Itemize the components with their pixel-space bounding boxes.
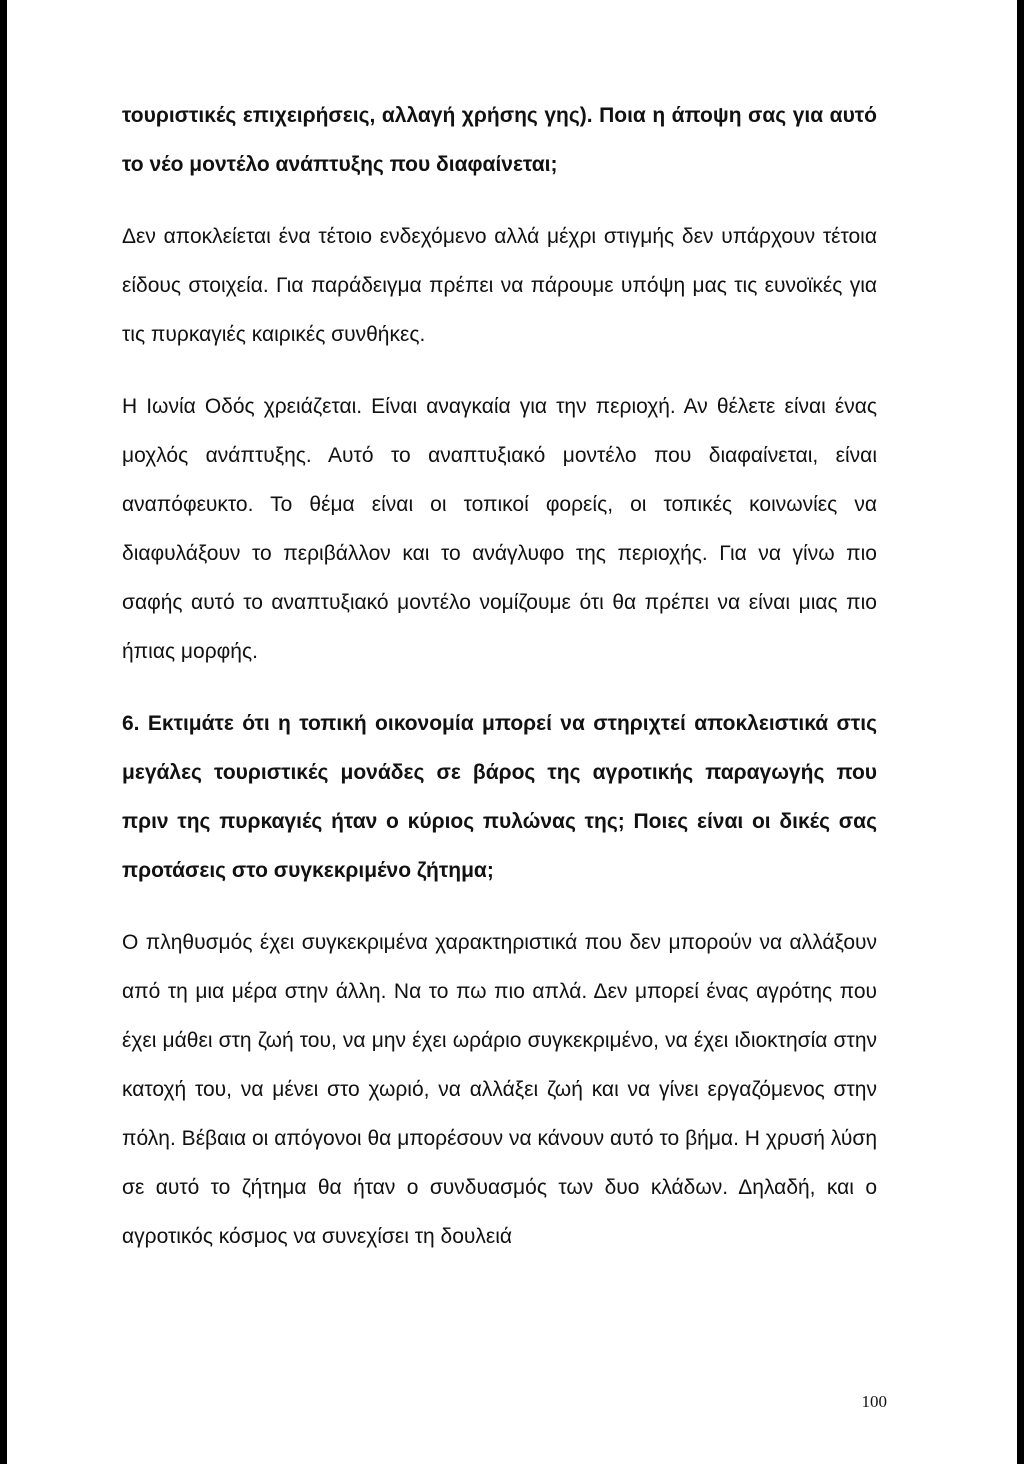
- paragraph-spacer: [122, 189, 877, 212]
- answer-paragraph: Η Ιωνία Οδός χρειάζεται. Είναι αναγκαία για την περιοχή. Αν θέλετε είναι ένας μοχλός ανάπτυξης. Αυτό το αναπτυξιακό μοντέλο που διαφαίνεται, είναι αναπόφευκτο. Το θέμα είναι οι τοπικοί φορείς, οι τοπικές κοινωνίες να διαφυλάξουν το περιβάλλον και το ανάγλυφο της περιοχής. Για να γίνω πιο σαφής αυτό το αναπτυξιακό μοντέλο νομίζουμε ότι θα πρέπει να είναι μιας πιο ήπιας μορφής.: [122, 395, 877, 663]
- paragraph-spacer: [122, 359, 877, 382]
- document-page: [7, 0, 1017, 1464]
- paragraph-spacer: [122, 895, 877, 918]
- question-paragraph: 6. Εκτιμάτε ότι η τοπική οικονομία μπορεί να στηριχτεί αποκλειστικά στις μεγάλες τουριστικές μονάδες σε βάρος της αγροτικής παραγωγής που πριν της πυρκαγιές ήταν ο κύριος πυλώνας της; Ποιες είναι οι δικές σας προτάσεις στο συγκεκριμένο ζήτημα;: [122, 712, 877, 882]
- paragraph-spacer: [122, 676, 877, 699]
- answer-paragraph: Ο πληθυσμός έχει συγκεκριμένα χαρακτηριστικά που δεν μπορούν να αλλάξουν από τη μια μέρα στην άλλη. Να το πω πιο απλά. Δεν μπορεί ένας αγρότης που έχει μάθει στη ζωή του, να μην έχει ωράριο συγκεκριμένο, να έχει ιδιοκτησία στην κατοχή του, να μένει στο χωριό, να αλλάξει ζωή και να γίνει εργαζόμενος στην πόλη. Βέβαια οι απόγονοι θα μπορέσουν να κάνουν αυτό το βήμα. Η χρυσή λύση σε αυτό το ζήτημα θα ήταν ο συνδυασμός των δυο κλάδων. Δηλαδή, και ο αγροτικός κόσμος να συνεχίσει τη δουλειά: [122, 931, 877, 1248]
- answer-paragraph: Δεν αποκλείεται ένα τέτοιο ενδεχόμενο αλλά μέχρι στιγμής δεν υπάρχουν τέτοια είδους στοιχεία. Για παράδειγμα πρέπει να πάρουμε υπόψη μας τις ευνοϊκές για τις πυρκαγιές καιρικές συνθήκες.: [122, 225, 877, 346]
- page-body: [122, 91, 877, 1261]
- question-continuation-paragraph: τουριστικές επιχειρήσεις, αλλαγή χρήσης γης). Ποια η άποψη σας για αυτό το νέο μοντέλο ανάπτυξης που διαφαίνεται;: [122, 104, 877, 176]
- page-number: 100: [861, 1392, 887, 1411]
